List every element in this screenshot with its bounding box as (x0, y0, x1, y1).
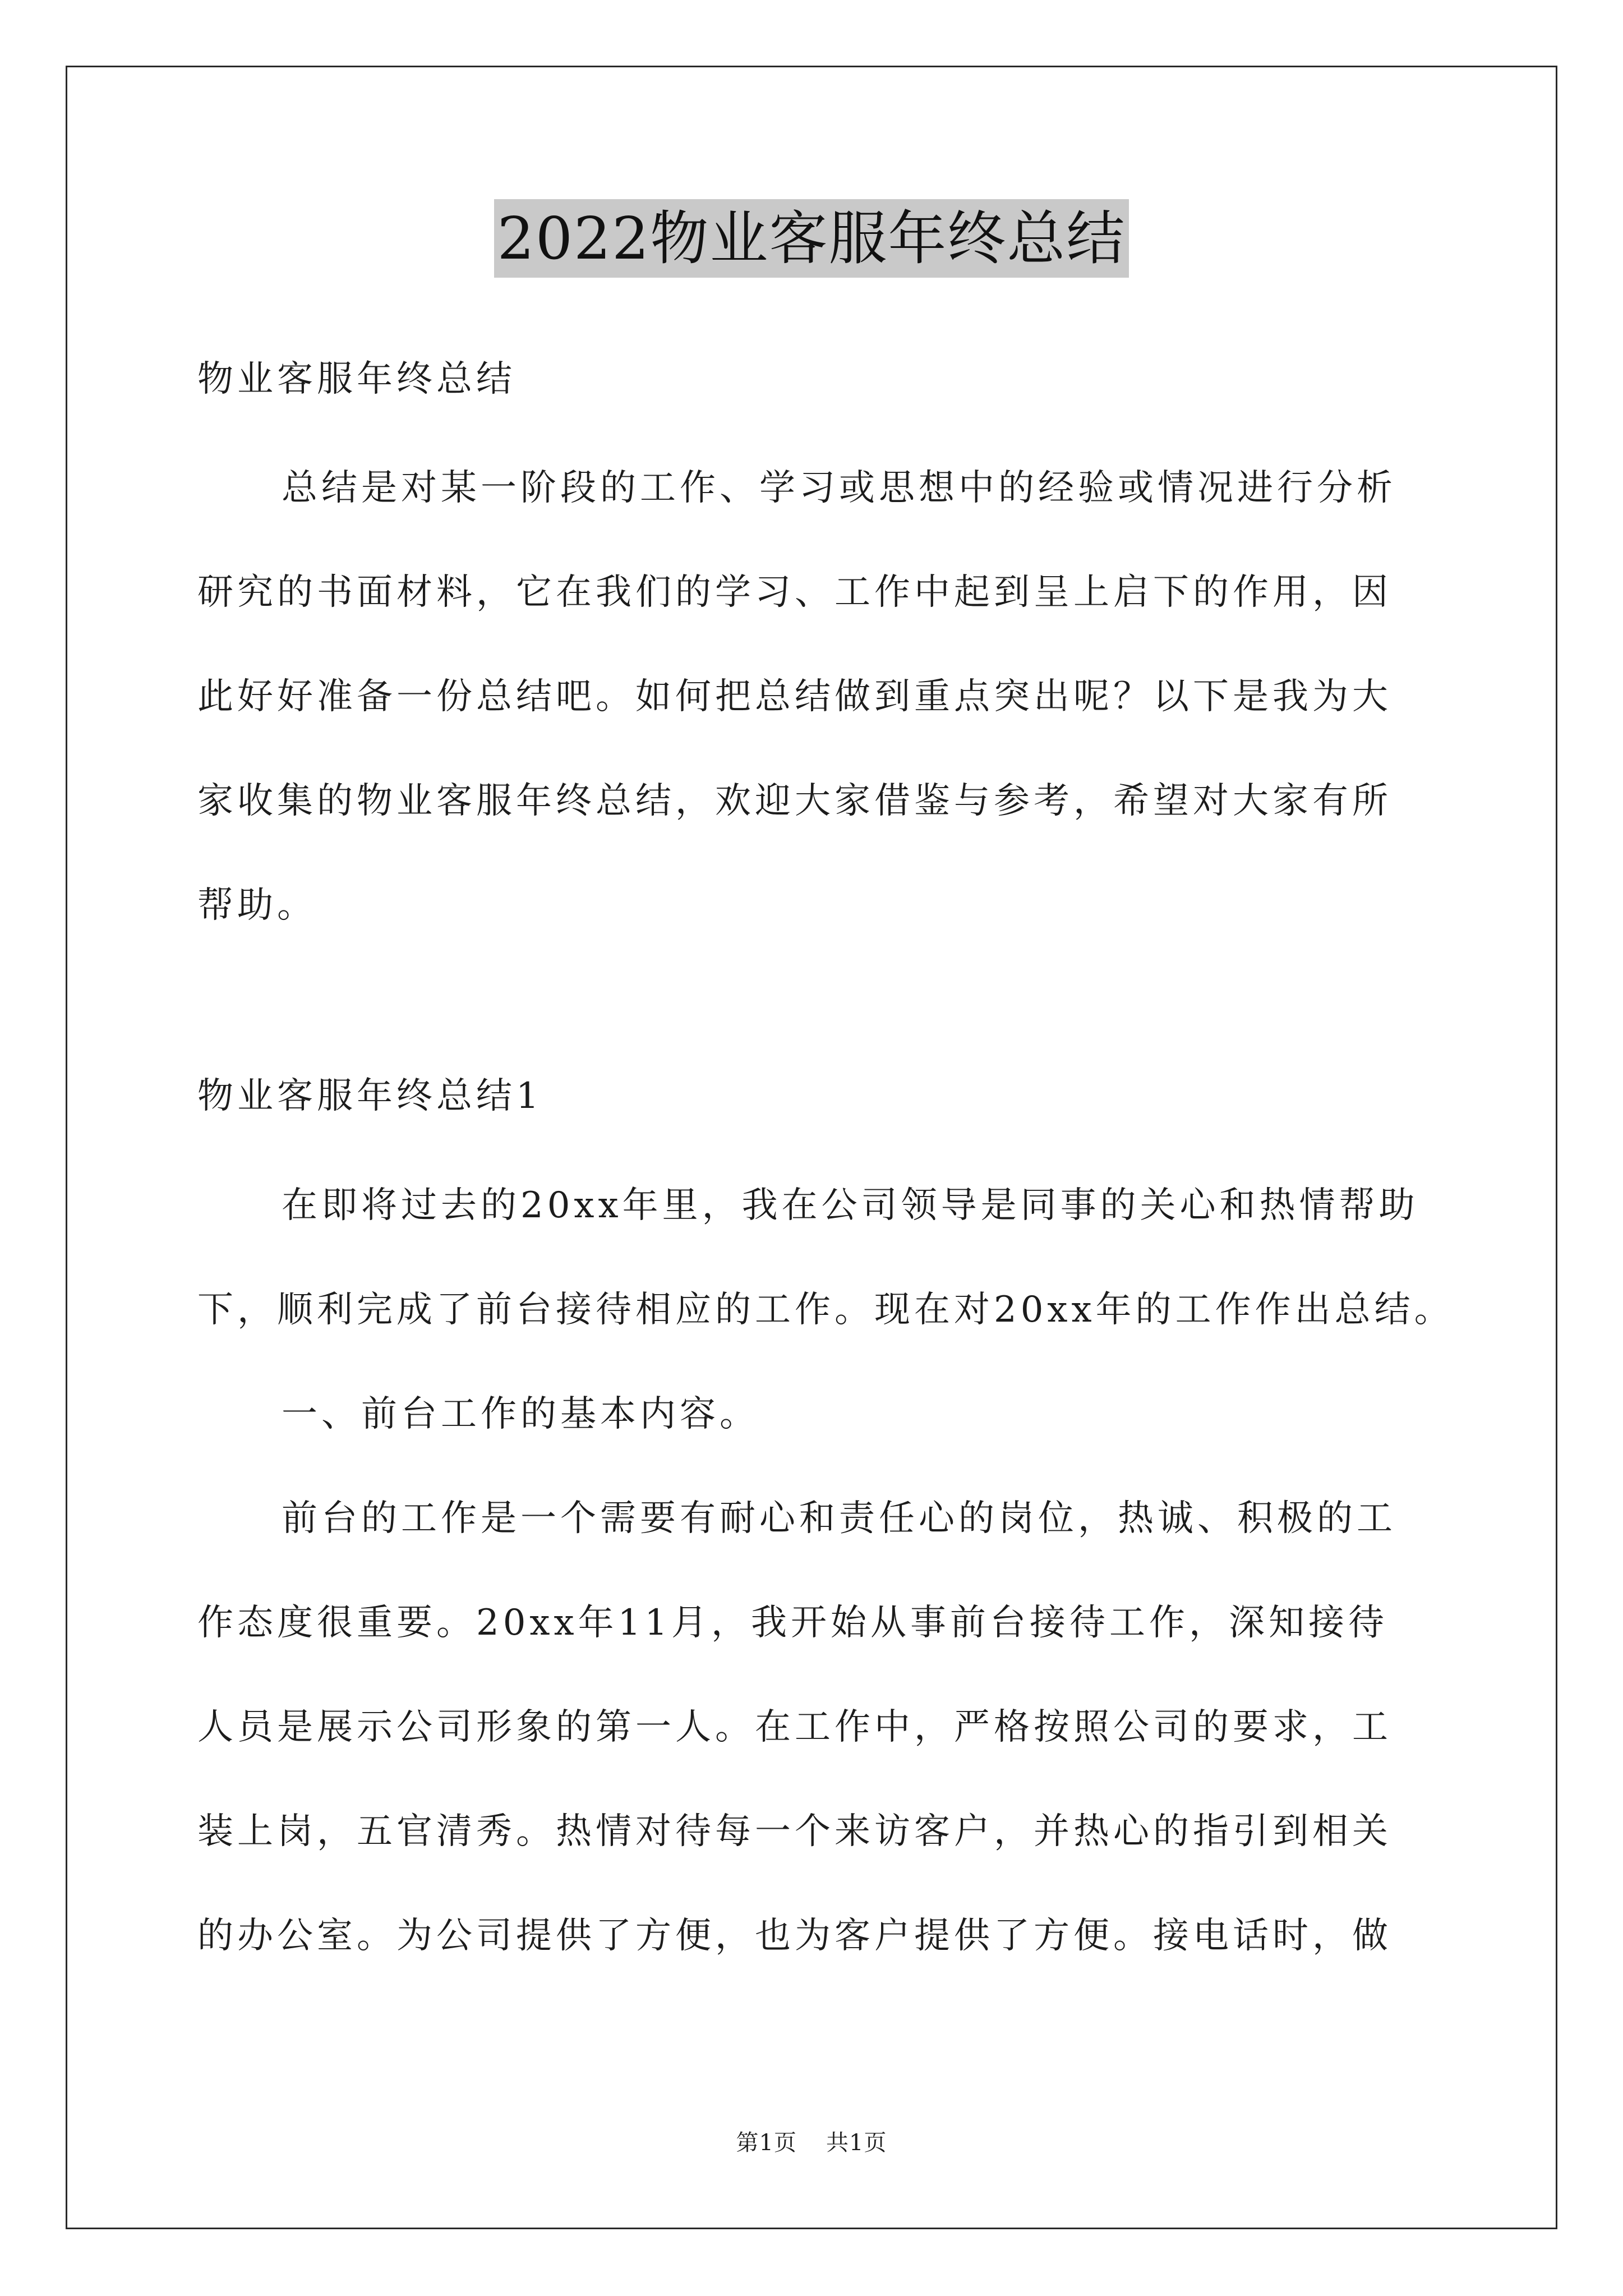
section-body (197, 1153, 1454, 1988)
paragraph-line: 下，顺利完成了前台接待相应的工作。现在对20xx年的工作作出总结。 (197, 1289, 1454, 1331)
paragraph-line: 在即将过去的20xx年里，我在公司领导是同事的关心和热情帮助 (282, 1185, 1419, 1226)
paragraph-line: 装上岗，五官清秀。热情对待每一个来访客户，并热心的指引到相关 (197, 1811, 1392, 1852)
section-heading: 物业客服年终总结1 (197, 1075, 543, 1117)
intro-paragraph (197, 436, 1426, 958)
page-number: 第1页 (736, 2130, 797, 2156)
intro-line: 总结是对某一阶段的工作、学习或思想中的经验或情况进行分析 (282, 467, 1396, 509)
intro-line: 帮助。 (197, 885, 317, 926)
intro-line: 家收集的物业客服年终总结，欢迎大家借鉴与参考，希望对大家有所 (197, 780, 1392, 822)
paragraph-line: 前台的工作是一个需要有耐心和责任心的岗位，热诚、积极的工 (282, 1498, 1396, 1539)
paragraph-line: 一、前台工作的基本内容。 (282, 1393, 759, 1435)
intro-line: 此好好准备一份总结吧。如何把总结做到重点突出呢？以下是我为大 (197, 676, 1392, 717)
paragraph-line: 作态度很重要。20xx年11月，我开始从事前台接待工作，深知接待 (197, 1602, 1389, 1644)
page-footer (0, 2126, 1623, 2160)
document-title: 2022物业客服年终总结 (494, 199, 1129, 278)
page-total: 共1页 (826, 2130, 887, 2156)
paragraph-line: 人员是展示公司形象的第一人。在工作中，严格按照公司的要求，工 (197, 1706, 1392, 1748)
title-container (0, 199, 1623, 278)
paragraph-line: 的办公室。为公司提供了方便，也为客户提供了方便。接电话时，做 (197, 1915, 1392, 1957)
subtitle: 物业客服年终总结 (197, 358, 516, 400)
intro-line: 研究的书面材料，它在我们的学习、工作中起到呈上启下的作用，因 (197, 572, 1392, 613)
